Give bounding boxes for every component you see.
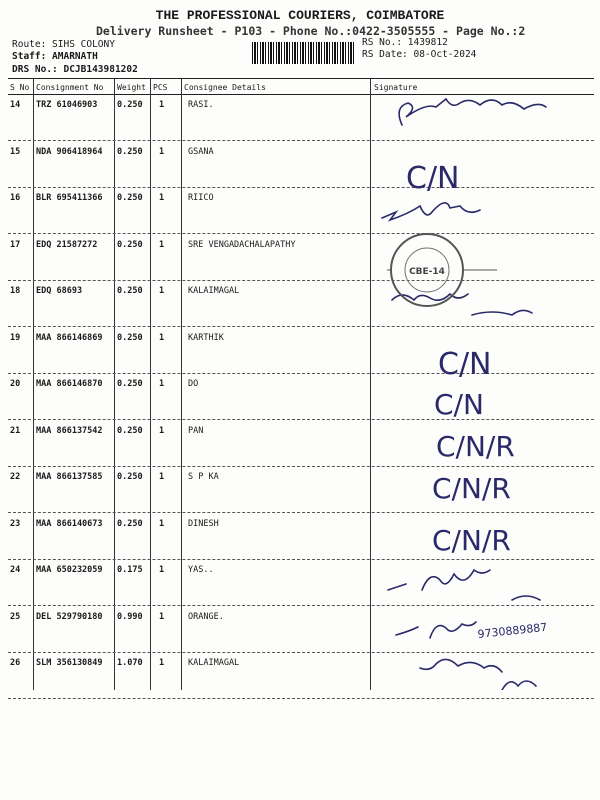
rs-date: RS Date: 08-Oct-2024 — [362, 49, 477, 60]
company-title: THE PROFESSIONAL COURIERS, COIMBATORE — [155, 8, 445, 23]
row-consignment-no: SLM 356130849 — [36, 658, 103, 668]
row-consignee: DO — [188, 379, 199, 389]
signatures-handwriting — [372, 90, 594, 690]
row-separator — [8, 698, 594, 699]
row-weight: 0.250 — [117, 332, 143, 343]
row-weight: 1.070 — [117, 658, 143, 668]
row-pcs: 1 — [159, 100, 165, 110]
row-consignment-no: MAA 866146869 — [36, 332, 103, 343]
signature-row16 — [382, 203, 480, 220]
row-consignee: ORANGE. — [188, 611, 224, 622]
column-header-signature: Signature — [374, 83, 418, 92]
handwritten-cnr-row22: C/N/R — [432, 472, 511, 505]
row-weight: 0.250 — [117, 472, 143, 482]
row-weight: 0.250 — [117, 518, 143, 529]
row-pcs: 1 — [159, 472, 165, 482]
row-consignment-no: EDQ 68693 — [36, 286, 83, 296]
column-header-pcs: PCS — [153, 83, 168, 92]
row-pcs: 1 — [159, 332, 165, 343]
row-consignment-no: MAA 866137542 — [36, 425, 103, 436]
column-header-consignee: Consignee Details — [184, 83, 266, 92]
row-sno: 20 — [10, 379, 21, 389]
row-weight: 0.250 — [117, 379, 143, 389]
signature-row26 — [420, 659, 536, 690]
signature-row14 — [399, 99, 546, 125]
row-consignee: KALAIMAGAL — [188, 286, 240, 296]
row-sno: 14 — [10, 100, 21, 110]
row-consignment-no: TRZ 61046903 — [36, 100, 98, 110]
row-consignee: SRE VENGADACHALAPATHY — [188, 239, 296, 250]
column-header-sno: S No — [10, 83, 30, 92]
row-sno: 15 — [10, 146, 21, 157]
column-divider — [181, 78, 182, 690]
row-consignment-no: EDQ 21587272 — [36, 239, 98, 250]
row-pcs: 1 — [159, 565, 165, 575]
row-weight: 0.990 — [117, 611, 143, 622]
handwritten-cn-row19: C/N — [438, 347, 492, 382]
route-label: Route: SIHS COLONY — [12, 39, 115, 50]
rs-number: RS No.: 1439812 — [362, 37, 448, 48]
row-sno: 23 — [10, 518, 21, 529]
signature-row25 — [396, 622, 476, 638]
row-pcs: 1 — [159, 518, 165, 529]
row-sno: 21 — [10, 425, 21, 436]
row-weight: 0.250 — [117, 193, 143, 203]
runsheet-subtitle: Delivery Runsheet - P103 - Phone No.:0422-3505555 - Page No.:2 — [96, 24, 526, 38]
column-header-consignment: Consignment No — [36, 83, 104, 92]
signature-row24 — [388, 570, 540, 600]
drs-number: DRS No.: DCJB143981202 — [12, 64, 138, 75]
row-pcs: 1 — [159, 286, 165, 296]
row-pcs: 1 — [159, 611, 165, 622]
delivery-stamp — [385, 226, 497, 316]
row-pcs: 1 — [159, 239, 165, 250]
row-consignee: PAN — [188, 425, 204, 436]
column-divider — [114, 78, 115, 690]
row-consignment-no: NDA 906418964 — [36, 146, 103, 157]
column-divider — [150, 78, 151, 690]
handwritten-cn-row15: C/N — [406, 161, 460, 196]
handwritten-cnr-row23: C/N/R — [432, 524, 511, 557]
row-sno: 22 — [10, 472, 21, 482]
row-consignee: DINESH — [188, 518, 219, 529]
row-pcs: 1 — [159, 146, 165, 157]
table-top-border — [8, 78, 594, 79]
row-consignment-no: DEL 529790180 — [36, 611, 103, 622]
row-pcs: 1 — [159, 658, 165, 668]
column-divider — [370, 78, 371, 690]
row-sno: 17 — [10, 239, 21, 250]
row-consignment-no: BLR 695411366 — [36, 193, 103, 203]
row-consignee: RIICO — [188, 193, 214, 203]
row-consignee: S P KA — [188, 472, 219, 482]
row-pcs: 1 — [159, 193, 165, 203]
column-header-weight: Weight — [117, 83, 146, 92]
row-sno: 24 — [10, 565, 21, 575]
staff-label: Staff: AMARNATH — [12, 51, 98, 62]
row-consignment-no: MAA 866140673 — [36, 518, 103, 529]
row-sno: 19 — [10, 332, 21, 343]
column-divider — [33, 78, 34, 690]
row-consignment-no: MAA 866146870 — [36, 379, 103, 389]
row-consignment-no: MAA 650232059 — [36, 565, 103, 575]
row-consignment-no: MAA 866137585 — [36, 472, 103, 482]
row-consignee: KARTHIK — [188, 332, 224, 343]
row-sno: 18 — [10, 286, 21, 296]
handwritten-cnr-row21: C/N/R — [436, 430, 515, 463]
row-sno: 25 — [10, 611, 21, 622]
handwritten-cn-row20: C/N — [434, 388, 484, 421]
row-pcs: 1 — [159, 379, 165, 389]
row-weight: 0.250 — [117, 100, 143, 110]
row-sno: 26 — [10, 658, 21, 668]
row-weight: 0.250 — [117, 146, 143, 157]
row-weight: 0.175 — [117, 565, 143, 575]
row-weight: 0.250 — [117, 286, 143, 296]
handwritten-phone-row25: 9730889887 — [476, 620, 548, 641]
row-consignee: KALAIMAGAL — [188, 658, 240, 668]
row-consignee: GSANA — [188, 146, 214, 157]
row-consignee: RASI. — [188, 100, 214, 110]
row-sno: 16 — [10, 193, 21, 203]
row-weight: 0.250 — [117, 425, 143, 436]
row-weight: 0.250 — [117, 239, 143, 250]
stamp-text: CBE-14 — [409, 267, 445, 277]
row-pcs: 1 — [159, 425, 165, 436]
row-consignee: YAS.. — [188, 565, 214, 575]
barcode — [252, 42, 354, 64]
